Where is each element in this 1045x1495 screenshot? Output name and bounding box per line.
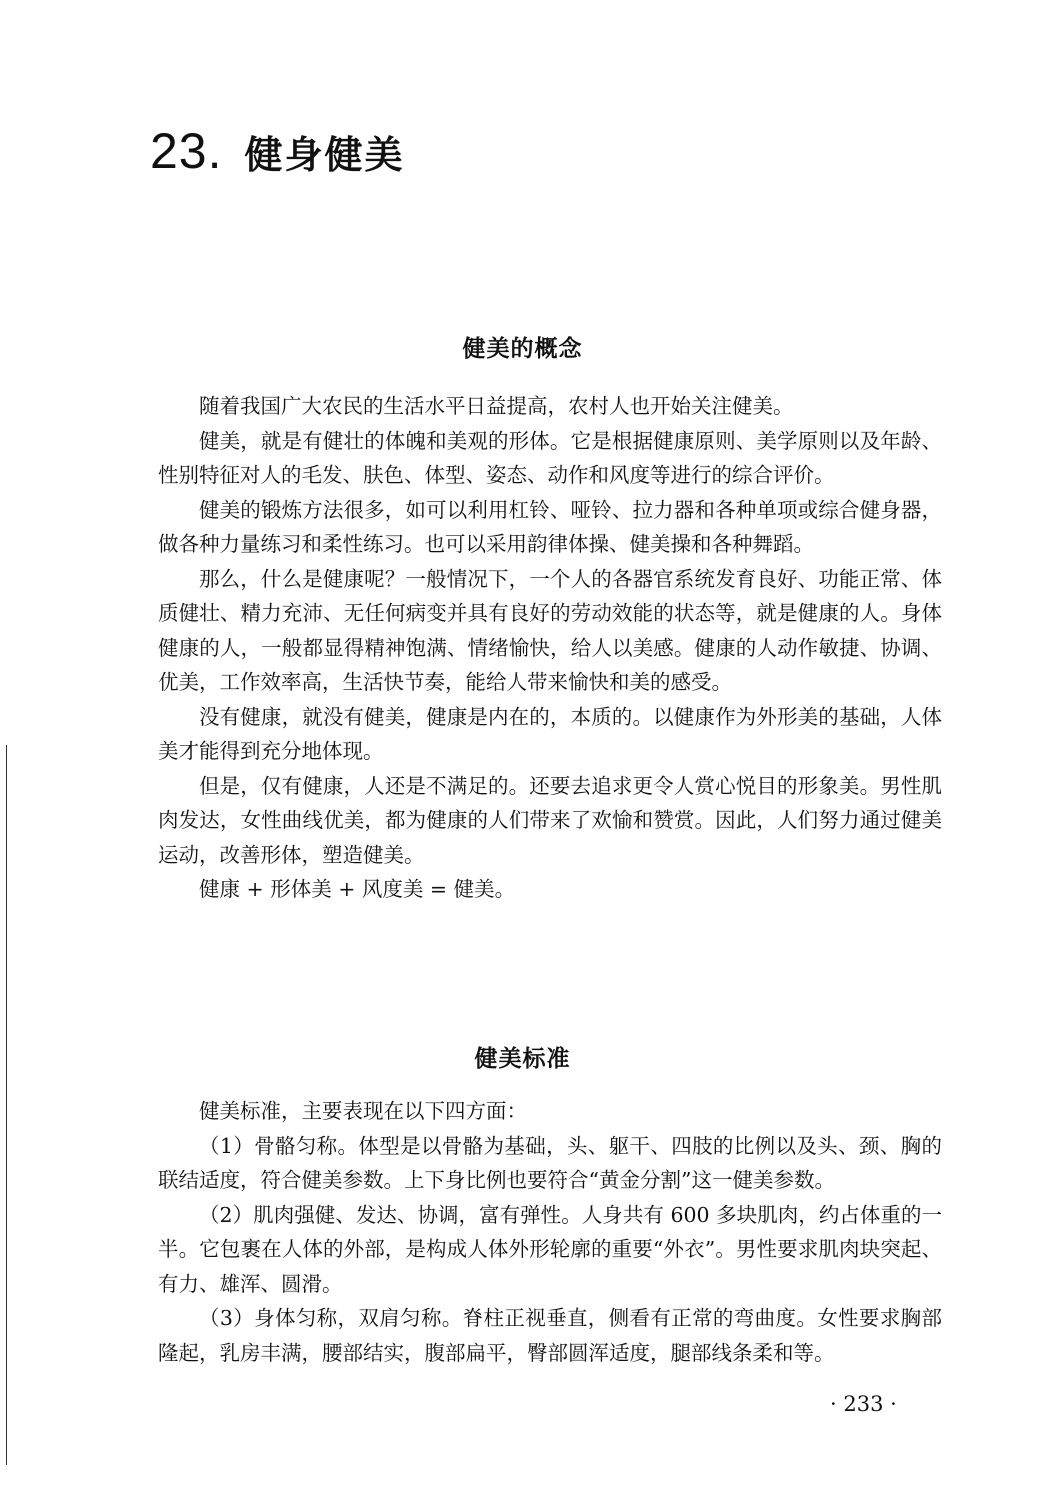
section-heading-concept: 健美的概念 [462, 336, 583, 362]
paragraph: 随着我国广大农民的生活水平日益提高，农村人也开始关注健美。 [199, 394, 794, 418]
chapter-header [150, 122, 405, 180]
page-number: · 233 · [830, 1392, 897, 1416]
paragraph: （3）身体匀称，双肩匀称。脊柱正视垂直，侧看有正常的弯曲度。女性要求胸部隆起，乳房丰满，腰部结实，腹部扁平，臀部圆浑适度，腿部线条柔和等。 [158, 1306, 942, 1365]
paragraph: 健康 + 形体美 + 风度美 = 健美。 [199, 877, 516, 901]
section-body-standards [158, 1094, 942, 1370]
chapter-title: 健身健美 [244, 133, 405, 177]
paragraph: 那么，什么是健康呢？一般情况下，一个人的各器官系统发育良好、功能正常、体质健壮、精力充沛、无任何病变并具有良好的劳动效能的状态等，就是健康的人。身体健康的人，一般都显得精神饱满、情绪愉快，给人以美感。健康的人动作敏捷、协调、优美，工作效率高，生活快节奏，能给人带来愉快和美的感受。 [158, 566, 942, 694]
section-heading-standards: 健美标准 [474, 1046, 571, 1072]
chapter-number: 23. [150, 123, 223, 179]
paragraph: 健美，就是有健壮的体魄和美观的形体。它是根据健康原则、美学原则以及年龄、性别特征对人的毛发、肤色、体型、姿态、动作和风度等进行的综合评价。 [158, 428, 942, 487]
paragraph: （1）骨骼匀称。体型是以骨骼为基础，头、躯干、四肢的比例以及头、颈、胸的联结适度，符合健美参数。上下身比例也要符合“黄金分割”这一健美参数。 [158, 1133, 942, 1192]
paragraph: （2）肌肉强健、发达、协调，富有弹性。人身共有 600 多块肌肉，约占体重的一半。它包裹在人体的外部，是构成人体外形轮廓的重要“外衣”。男性要求肌肉块突起、有力、雄浑、圆滑。 [158, 1202, 942, 1296]
paragraph: 健美标准，主要表现在以下四方面： [199, 1099, 527, 1123]
page-binding-edge [6, 745, 7, 1465]
paragraph: 健美的锻炼方法很多，如可以利用杠铃、哑铃、拉力器和各种单项或综合健身器，做各种力量练习和柔性练习。也可以采用韵律体操、健美操和各种舞蹈。 [158, 497, 942, 556]
section-body-concept [158, 389, 942, 907]
paragraph: 但是，仅有健康，人还是不满足的。还要去追求更令人赏心悦目的形象美。男性肌肉发达，女性曲线优美，都为健康的人们带来了欢愉和赞赏。因此，人们努力通过健美运动，改善形体，塑造健美。 [158, 773, 942, 867]
paragraph: 没有健康，就没有健美，健康是内在的，本质的。以健康作为外形美的基础，人体美才能得到充分地体现。 [158, 704, 942, 763]
